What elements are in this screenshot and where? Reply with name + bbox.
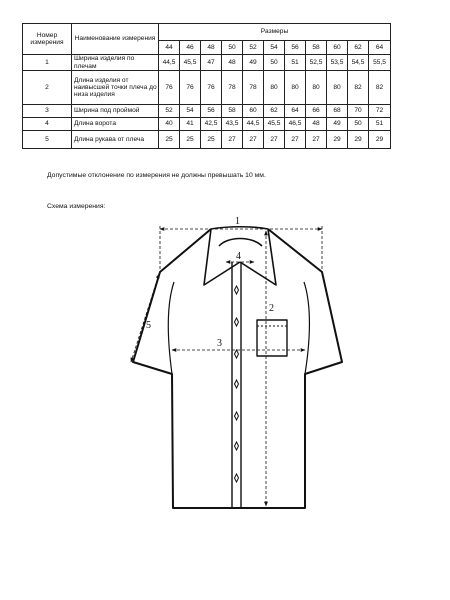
value-cell: 49 xyxy=(327,118,348,131)
button xyxy=(235,442,239,450)
value-cell: 80 xyxy=(264,71,285,105)
value-cell: 60 xyxy=(243,105,264,118)
value-cell: 50 xyxy=(348,118,369,131)
value-cell: 46,5 xyxy=(285,118,306,131)
value-cell: 58 xyxy=(222,105,243,118)
header-number: Номер измерения xyxy=(23,24,72,55)
value-cell: 29 xyxy=(369,131,391,149)
value-cell: 29 xyxy=(327,131,348,149)
button xyxy=(235,474,239,482)
value-cell: 50 xyxy=(264,55,285,71)
value-cell: 82 xyxy=(369,71,391,105)
size-cell: 60 xyxy=(327,41,348,55)
value-cell: 70 xyxy=(348,105,369,118)
value-cell: 27 xyxy=(306,131,327,149)
value-cell: 48 xyxy=(222,55,243,71)
collar-left xyxy=(204,229,240,285)
shirt-body xyxy=(133,229,342,508)
collar-band xyxy=(219,239,262,247)
header-sizes: Размеры xyxy=(159,24,391,41)
value-cell: 51 xyxy=(285,55,306,71)
size-cell: 48 xyxy=(201,41,222,55)
size-cell: 56 xyxy=(285,41,306,55)
measurement-lines xyxy=(131,226,322,506)
value-cell: 44,5 xyxy=(243,118,264,131)
row-number: 5 xyxy=(23,131,72,149)
size-cell: 58 xyxy=(306,41,327,55)
value-cell: 64 xyxy=(285,105,306,118)
value-cell: 27 xyxy=(285,131,306,149)
row-name: Ширина под проймой xyxy=(72,105,159,118)
row-number: 2 xyxy=(23,71,72,105)
left-armhole xyxy=(168,282,174,374)
value-cell: 66 xyxy=(306,105,327,118)
value-cell: 54,5 xyxy=(348,55,369,71)
value-cell: 76 xyxy=(180,71,201,105)
value-cell: 44,5 xyxy=(159,55,180,71)
header-name: Наименование измерения xyxy=(72,24,159,55)
value-cell: 51 xyxy=(369,118,391,131)
right-sleeve-cuff xyxy=(305,362,342,374)
collar-right xyxy=(240,229,276,285)
row-number: 3 xyxy=(23,105,72,118)
row-name: Длина изделия от наивысшей точки плеча до низа изделия xyxy=(72,71,159,105)
value-cell: 29 xyxy=(348,131,369,149)
size-cell: 44 xyxy=(159,41,180,55)
value-cell: 78 xyxy=(222,71,243,105)
value-cell: 47 xyxy=(201,55,222,71)
value-cell: 72 xyxy=(369,105,391,118)
size-cell: 50 xyxy=(222,41,243,55)
value-cell: 43,5 xyxy=(222,118,243,131)
left-sleeve-cuff xyxy=(133,362,172,374)
measure-label-3: 3 xyxy=(217,338,222,349)
measure-label-1: 1 xyxy=(235,216,240,227)
value-cell: 54 xyxy=(180,105,201,118)
size-cell: 64 xyxy=(369,41,391,55)
size-cell: 62 xyxy=(348,41,369,55)
value-cell: 49 xyxy=(243,55,264,71)
value-cell: 78 xyxy=(243,71,264,105)
button xyxy=(235,286,239,294)
size-cell: 54 xyxy=(264,41,285,55)
size-cell: 52 xyxy=(243,41,264,55)
shirt-outline xyxy=(133,227,342,508)
value-cell: 40 xyxy=(159,118,180,131)
value-cell: 56 xyxy=(201,105,222,118)
value-cell: 25 xyxy=(201,131,222,149)
value-cell: 45,5 xyxy=(180,55,201,71)
value-cell: 53,5 xyxy=(327,55,348,71)
value-cell: 27 xyxy=(264,131,285,149)
scheme-label: Схема измерения: xyxy=(47,203,106,210)
row-name: Длина рукава от плеча xyxy=(72,131,159,149)
value-cell: 80 xyxy=(306,71,327,105)
row-name: Длина ворота xyxy=(72,118,159,131)
row-name: Ширина изделия по плечам xyxy=(72,55,159,71)
button xyxy=(235,412,239,420)
value-cell: 48 xyxy=(306,118,327,131)
value-cell: 27 xyxy=(243,131,264,149)
collar-top xyxy=(211,227,268,229)
value-cell: 62 xyxy=(264,105,285,118)
value-cell: 80 xyxy=(285,71,306,105)
value-cell: 41 xyxy=(180,118,201,131)
measure-label-4: 4 xyxy=(236,251,241,262)
size-cell: 46 xyxy=(180,41,201,55)
button xyxy=(235,318,239,326)
value-cell: 76 xyxy=(159,71,180,105)
button xyxy=(235,380,239,388)
value-cell: 68 xyxy=(327,105,348,118)
value-cell: 52,5 xyxy=(306,55,327,71)
value-cell: 25 xyxy=(159,131,180,149)
value-cell: 25 xyxy=(180,131,201,149)
value-cell: 52 xyxy=(159,105,180,118)
tolerance-note: Допустимые отклонение по измерения не должны превышать 10 мм. xyxy=(47,172,266,179)
value-cell: 76 xyxy=(201,71,222,105)
measure-label-5: 5 xyxy=(146,320,151,331)
value-cell: 55,5 xyxy=(369,55,391,71)
right-armhole xyxy=(304,282,309,374)
buttons xyxy=(235,286,239,482)
row-number: 1 xyxy=(23,55,72,71)
measure-label-2: 2 xyxy=(269,303,274,314)
value-cell: 27 xyxy=(222,131,243,149)
button xyxy=(235,350,239,358)
value-cell: 42,5 xyxy=(201,118,222,131)
value-cell: 45,5 xyxy=(264,118,285,131)
value-cell: 82 xyxy=(348,71,369,105)
value-cell: 80 xyxy=(327,71,348,105)
chest-pocket xyxy=(257,320,287,356)
row-number: 4 xyxy=(23,118,72,131)
